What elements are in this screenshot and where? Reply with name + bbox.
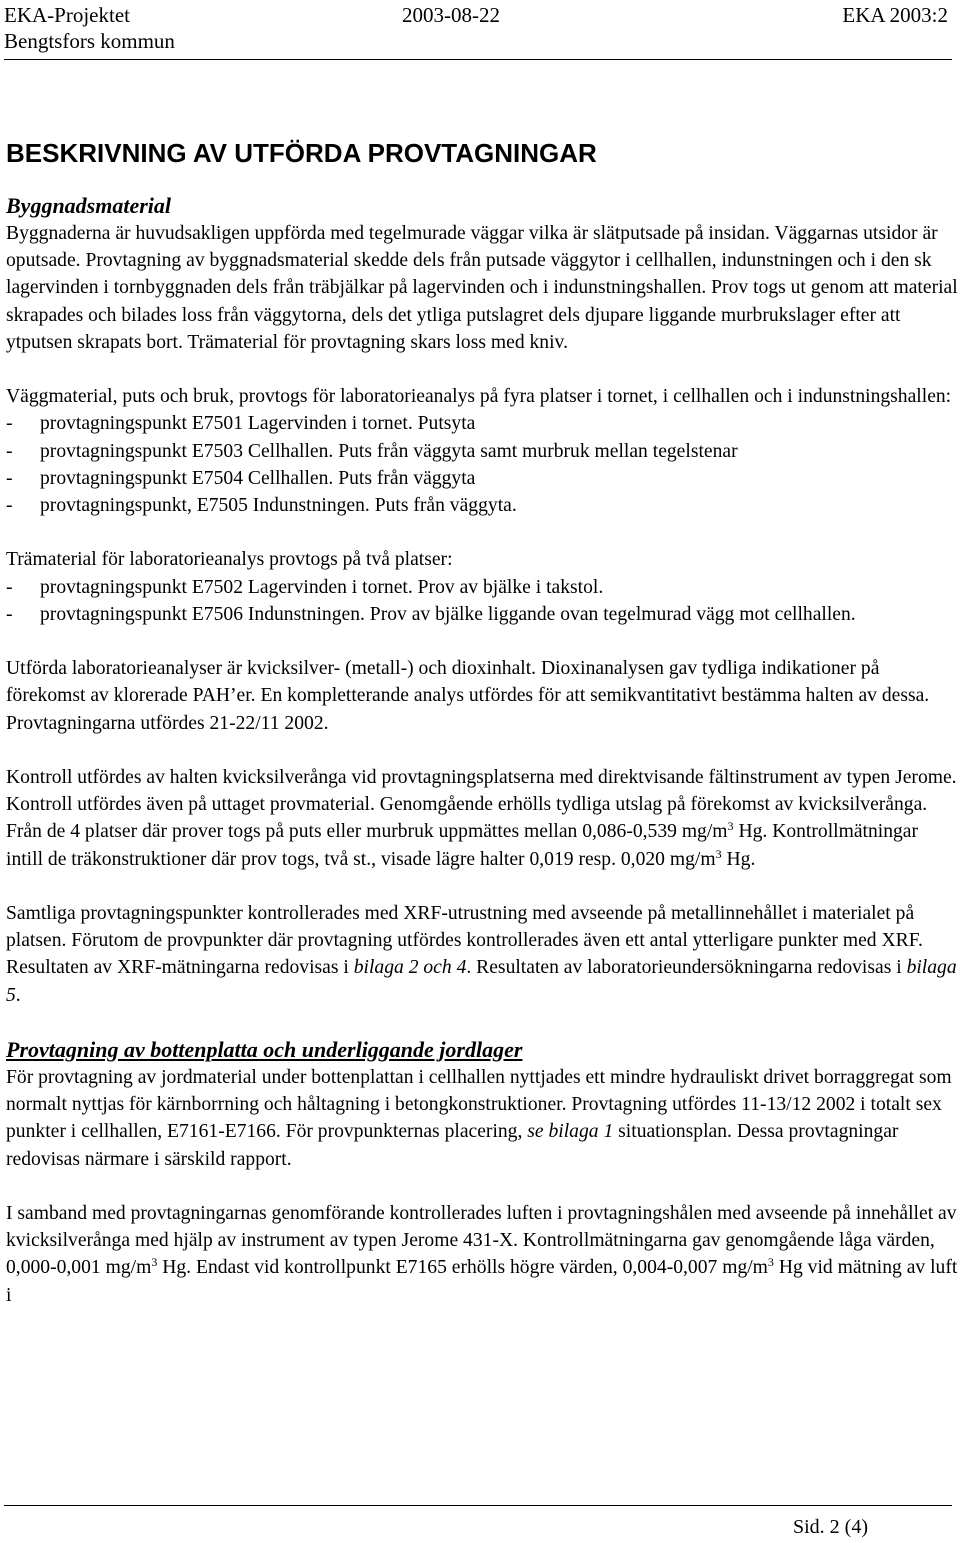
header-municipality: Bengtsfors kommun — [4, 29, 175, 53]
list-item: - provtagningspunkt E7503 Cellhallen. Puts från väggyta samt murbruk mellan tegelstenar — [6, 440, 738, 462]
header-rule — [4, 59, 952, 60]
paragraph: För provtagning av jordmaterial under bottenplattan i cellhallen nyttjades ett mindre hydrauliskt drivet borraggregat som normalt nyttjas för kärnborrning och håltagning i betongkonstruktioner. Provtagning utfördes 11-13/12 2002 i totalt sex punkter i cellhallen, E7161-E7166. För provpunkternas placering, se bilaga 1 situationsplan. Dessa provtagningar redovisas närmare i särskild rapport. — [6, 1067, 952, 1170]
paragraph: Byggnaderna är huvudsakligen uppförda med tegelmurade väggar vilka är slätputsade på insidan. Väggarnas utsidor är oputsade. Provtagning av byggnadsmaterial skedde dels från putsade väggytor i cellhallen, indunstningen och i den sk lagervinden i tornbyggnaden dels från träbjälkar på lagervinden och i indunstningshallen. Prov togs ut genom att material skrapades och bilades loss från väggytorna, dels det ytliga putslagret dels djupare liggande murbrukslager efter att ytputsen skrapats bort. Trämaterial för provtagning skars loss med kniv. — [6, 223, 958, 353]
list-item: - provtagningspunkt, E7505 Indunstningen. Puts från väggyta. — [6, 495, 517, 517]
appendix-reference: bilaga 5 — [6, 957, 957, 1006]
header-row-2 — [4, 28, 956, 55]
page-title: BESKRIVNING AV UTFÖRDA PROVTAGNINGAR — [6, 138, 597, 168]
list-item: - provtagningspunkt E7501 Lagervinden i tornet. Putsyta — [6, 413, 476, 435]
appendix-reference: bilaga 2 och 4 — [353, 957, 467, 979]
list-item: - provtagningspunkt E7504 Cellhallen. Puts från väggyta — [6, 467, 476, 489]
appendix-reference: se bilaga 1 — [527, 1121, 614, 1143]
paragraph: Trämaterial för laboratorieanalys provtogs på två platser: — [6, 549, 453, 571]
paragraph: I samband med provtagningarnas genomförande kontrollerades luften i provtagningshålen med avseende på innehållet av kvicksilverånga med hjälp av instrument av typen Jerome 431-X. Kontrollmätningarna gav genomgående låga värden, 0,000-0,001 $mg/m^3$ Hg. Endast vid kontrollpunkt E7165 erhölls högre värden, 0,004-0,007 $mg/m^3$ Hg vid mätning av luft i — [6, 1203, 958, 1306]
section-heading-bottenplatta: Provtagning av bottenplatta och underliggande jordlager — [6, 1037, 523, 1062]
footer-rule — [4, 1505, 952, 1506]
section-heading-byggnadsmaterial: Byggnadsmaterial — [6, 193, 172, 218]
list-item: - provtagningspunkt E7506 Indunstningen. Prov av bjälke liggande ovan tegelmurad vägg mot cellhallen. — [6, 603, 856, 625]
header-report-id: EKA 2003:2 — [842, 3, 948, 27]
paragraph: Samtliga provtagningspunkter kontrollerades med XRF-utrustning med avseende på metallinnehållet i materialet på platsen. Förutom de provpunkter där provtagning utfördes kontrollerades även ett antal ytterligare punkter med XRF. Resultaten av XRF-mätningarna redovisas i bilaga 2 och 4. Resultaten av laboratorieundersökningarna redovisas i bilaga 5. — [6, 903, 957, 1006]
paragraph: Kontroll utfördes av halten kvicksilverånga vid provtagningsplatserna med direktvisande fältinstrument av typen Jerome. Kontroll utfördes även på uttaget provmaterial. Genomgående erhölls tydliga utslag på förekomst av kvicksilverånga. Från de 4 platser där prover togs på puts eller murbruk uppmättes mellan 0,086-0,539 $mg/m^3$ Hg. Kontrollmätningar intill de träkonstruktioner där prov togs, två st., visade lägre halter 0,019 resp. 0,020 $mg/m^3$ Hg. — [6, 767, 957, 870]
header-date: 2003-08-22 — [402, 3, 500, 27]
header-row-1 — [4, 2, 956, 29]
header-project: EKA-Projektet — [4, 3, 130, 27]
page-number: Sid. 2 (4) — [793, 1516, 868, 1538]
paragraph: Väggmaterial, puts och bruk, provtogs för laboratorieanalys på fyra platser i tornet, i cellhallen och i indunstningshallen: — [6, 386, 952, 408]
list-item: - provtagningspunkt E7502 Lagervinden i tornet. Prov av bjälke i takstol. — [6, 576, 604, 598]
document-body — [6, 192, 958, 1309]
paragraph: Utförda laboratorieanalyser är kvicksilver- (metall-) och dioxinhalt. Dioxinanalysen gav tydliga indikationer på förekomst av klorerade PAH’er. En kompletterande analys utfördes för att semikvantitativt bestämma halten av dessa. Provtagningarna utfördes 21-22/11 2002. — [6, 658, 930, 734]
